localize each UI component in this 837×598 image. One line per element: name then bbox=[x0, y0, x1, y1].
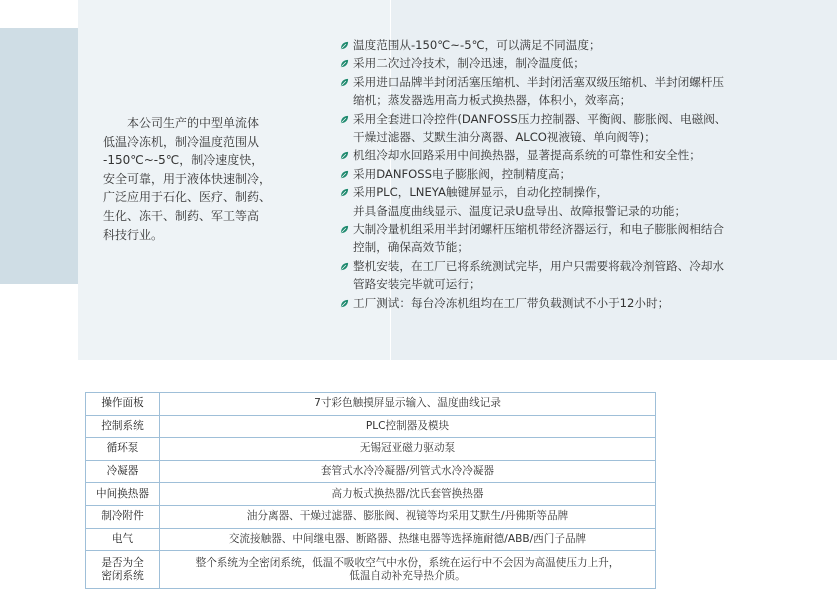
feature-list bbox=[340, 36, 792, 312]
table-row bbox=[86, 551, 656, 589]
spec-key-line: 密闭系统 bbox=[101, 569, 144, 582]
spec-key: 循环泵 bbox=[86, 438, 160, 461]
feature-line: 缩机；蒸发器选用高力板式换热器，体积小，效率高； bbox=[353, 93, 632, 108]
spec-table bbox=[85, 392, 656, 589]
intro-line: 生化、冻干、制药、军工等高 bbox=[103, 208, 260, 223]
spec-key: 冷凝器 bbox=[86, 460, 160, 483]
feature-line: 采用进口品牌半封闭活塞压缩机、半封闭活塞双级压缩机、半封闭螺杆压 bbox=[353, 74, 725, 89]
feature-line: 工厂测试：每台冷冻机组均在工厂带负载测试不小于12小时； bbox=[353, 295, 670, 310]
feature-item bbox=[340, 165, 792, 183]
feature-line: 管路安装完毕就可运行； bbox=[353, 277, 481, 292]
table-row bbox=[86, 483, 656, 506]
spec-key: 中间换热器 bbox=[86, 483, 160, 506]
feature-line: 大制冷量机组采用半封闭螺杆压缩机带经济器运行，和电子膨胀阀相结合 bbox=[353, 222, 725, 237]
intro-line: 低温冷冻机，制冷温度范围从 bbox=[103, 134, 260, 149]
spec-value: 交流接触器、中间继电器、断路器、热继电器等选择施耐德/ABB/西门子品牌 bbox=[160, 528, 656, 551]
feature-item bbox=[340, 54, 792, 72]
feature-item bbox=[340, 183, 792, 220]
spec-value: 高力板式换热器/沈氏套管换热器 bbox=[160, 483, 656, 506]
leaf-bullet-icon bbox=[340, 41, 349, 50]
feature-line: 并具备温度曲线显示、温度记录U盘导出、故障报警记录的功能； bbox=[353, 203, 687, 218]
spec-key: 控制系统 bbox=[86, 415, 160, 438]
feature-item bbox=[340, 294, 792, 312]
spec-value: 无锡冠亚磁力驱动泵 bbox=[160, 438, 656, 461]
table-row bbox=[86, 460, 656, 483]
leaf-bullet-icon bbox=[340, 262, 349, 271]
spec-value-line: 低温自动补充导热介质。 bbox=[349, 569, 466, 582]
intro-line: 科技行业。 bbox=[103, 227, 164, 242]
feature-line: 采用全套进口冷控件(DANFOSS压力控制器、平衡阀、膨胀阀、电磁阀、 bbox=[353, 111, 727, 126]
spec-key bbox=[86, 551, 160, 589]
leaf-bullet-icon bbox=[340, 170, 349, 179]
leaf-bullet-icon bbox=[340, 78, 349, 87]
spec-value: PLC控制器及模块 bbox=[160, 415, 656, 438]
feature-line: 采用DANFOSS电子膨胀阀，控制精度高； bbox=[353, 166, 572, 181]
spec-key-line: 是否为全 bbox=[101, 556, 144, 569]
table-row bbox=[86, 393, 656, 416]
feature-line: 机组冷却水回路采用中间换热器，显著提高系统的可靠性和安全性； bbox=[353, 148, 701, 163]
feature-item bbox=[340, 257, 792, 294]
spec-key: 电气 bbox=[86, 528, 160, 551]
feature-line: 控制，确保高效节能； bbox=[353, 240, 469, 255]
table-row bbox=[86, 438, 656, 461]
spec-key: 制冷附件 bbox=[86, 505, 160, 528]
feature-item bbox=[340, 220, 792, 257]
intro-line: 安全可靠，用于液体快速制冷， bbox=[103, 171, 272, 186]
feature-line: 温度范围从-150℃~-5℃，可以满足不同温度； bbox=[353, 38, 601, 52]
feature-item bbox=[340, 146, 792, 164]
spec-key: 操作面板 bbox=[86, 393, 160, 416]
feature-line: 干燥过滤器、艾默生油分离器、ALCO视液镜、单向阀等)； bbox=[353, 130, 656, 145]
spec-value bbox=[160, 551, 656, 589]
table-row bbox=[86, 528, 656, 551]
leaf-bullet-icon bbox=[340, 225, 349, 234]
leaf-bullet-icon bbox=[340, 188, 349, 197]
feature-item bbox=[340, 110, 792, 147]
table-row bbox=[86, 505, 656, 528]
leaf-bullet-icon bbox=[340, 115, 349, 124]
feature-line: 采用二次过冷技术，制冷迅速，制冷温度低； bbox=[353, 56, 585, 71]
feature-line: 整机安装，在工厂已将系统测试完毕，用户只需要将载冷剂管路、冷却水 bbox=[353, 258, 725, 273]
feature-item bbox=[340, 73, 792, 110]
feature-line: 采用PLC，LNEYA触键屏显示，自动化控制操作， bbox=[353, 185, 609, 200]
spec-value: 套管式水冷冷凝器/列管式水冷冷凝器 bbox=[160, 460, 656, 483]
leaf-bullet-icon bbox=[340, 59, 349, 68]
intro-line: 本公司生产的中型单流体 bbox=[127, 116, 260, 130]
intro-line: -150℃~-5℃，制冷速度快， bbox=[103, 153, 264, 168]
table-row bbox=[86, 415, 656, 438]
intro-line: 广泛应用于石化、医疗、制药、 bbox=[103, 190, 272, 205]
leaf-bullet-icon bbox=[340, 299, 349, 308]
spec-value: 油分离器、干燥过滤器、膨胀阀、视镜等均采用艾默生/丹佛斯等品牌 bbox=[160, 505, 656, 528]
spec-value-line: 整个系统为全密闭系统，低温不吸收空气中水份，系统在运行中不会因为高温使压力上升， bbox=[195, 556, 620, 569]
intro-text bbox=[103, 114, 299, 244]
spec-value: 7寸彩色触摸屏显示输入、温度曲线记录 bbox=[160, 393, 656, 416]
feature-item bbox=[340, 36, 792, 54]
leaf-bullet-icon bbox=[340, 151, 349, 160]
